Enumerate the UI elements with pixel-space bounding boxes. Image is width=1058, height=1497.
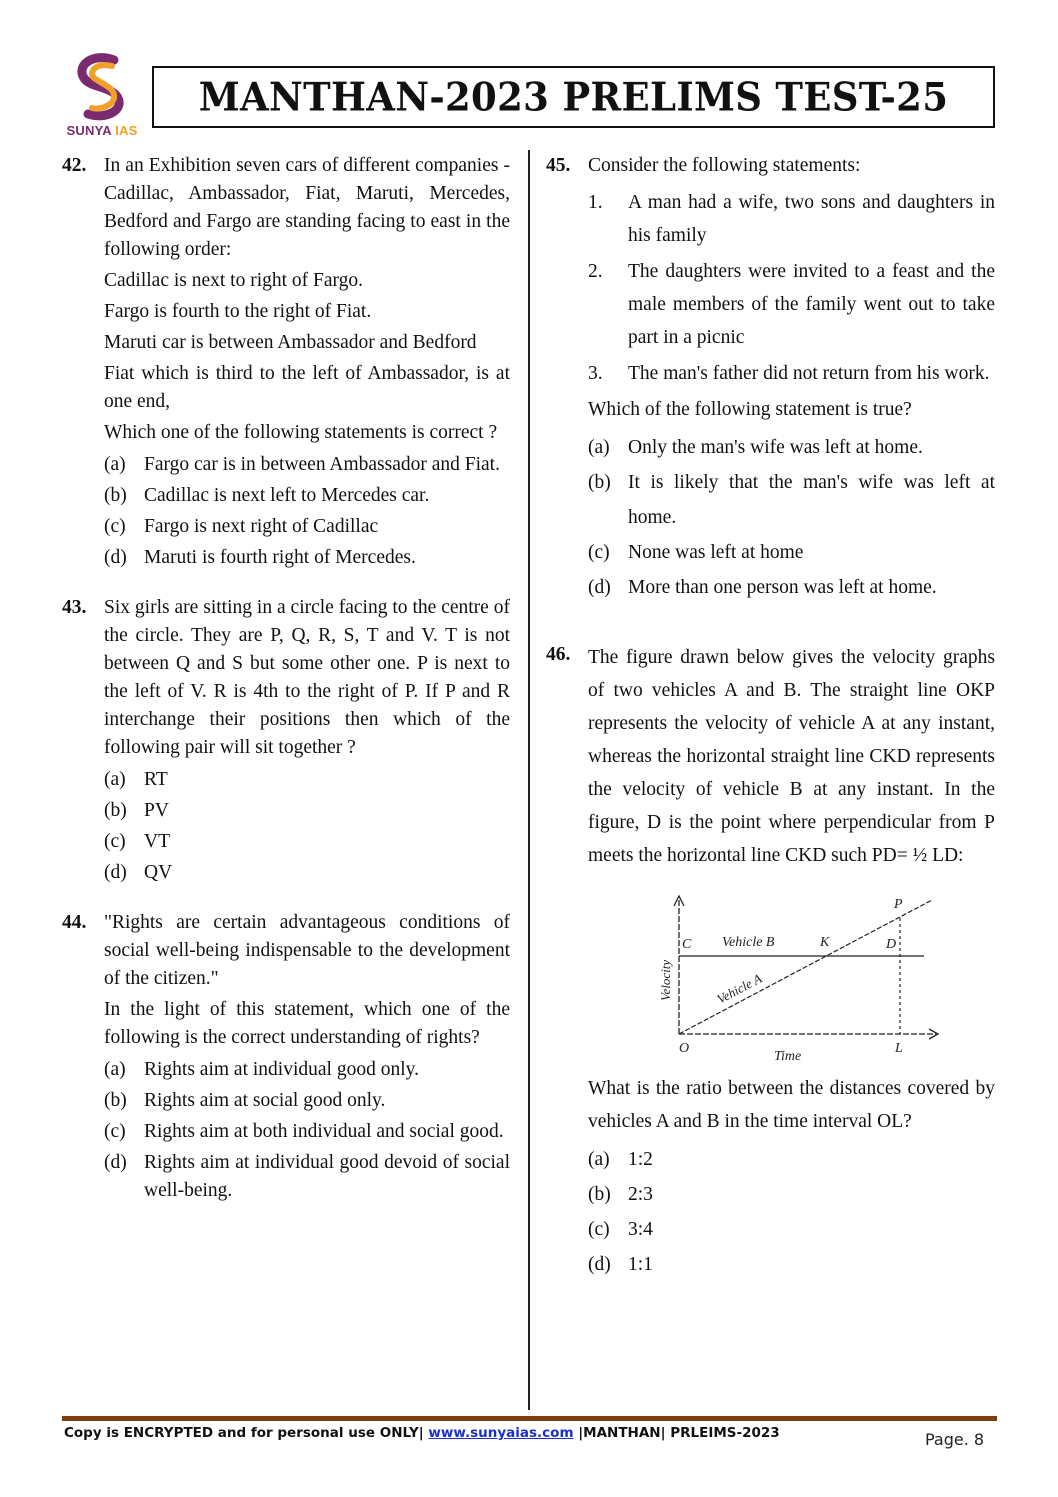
question-42 — [62, 152, 510, 572]
option-a[interactable] — [104, 1056, 510, 1084]
option-label: (b) — [588, 472, 611, 493]
point-d-label: D — [886, 937, 897, 952]
question-number: 46. — [546, 644, 571, 665]
question-text: The figure drawn below gives the velocity graphs of two vehicles A and B. The straight line OKP represents the velocity of vehicle A at any instant, whereas the horizontal straight line CKD represents the velocity of vehicle B at any instant. In the figure, D is the point where perpendicular from P meets the horizontal line CKD such PD= ½ LD: — [588, 647, 995, 866]
option-text: Fargo car is in between Ambassador and Fiat. — [144, 454, 500, 475]
option-text: Rights aim at individual good only. — [144, 1059, 419, 1080]
option-text: None was left at home — [628, 542, 804, 563]
option-label: (c) — [104, 831, 126, 852]
options-list — [104, 1056, 510, 1205]
option-d[interactable] — [104, 1149, 510, 1205]
footer-rule — [62, 1416, 997, 1421]
option-text: Maruti is fourth right of Mercedes. — [144, 547, 416, 568]
option-label: (c) — [104, 1121, 126, 1142]
option-label: (d) — [104, 862, 127, 883]
statement-1 — [588, 186, 995, 252]
question-number: 45. — [546, 155, 571, 176]
question-text: Six girls are sitting in a circle facing to the centre of the circle. They are P, Q, R, S, T and V. T is not between Q and S but some other one. P is next to the left of V. R is 4th to the right of P. If P and R interchange their positions then which of the following pair will sit together ? — [104, 597, 510, 758]
left-column — [62, 152, 510, 1208]
velocity-time-figure — [624, 886, 944, 1066]
option-label: (a) — [104, 454, 126, 475]
statement-3 — [588, 357, 995, 390]
point-c-label: C — [682, 937, 692, 952]
option-c[interactable] — [104, 513, 510, 541]
x-axis-label: Time — [774, 1049, 802, 1064]
option-label: (a) — [104, 1059, 126, 1080]
vehicle-a-label: Vehicle A — [714, 970, 765, 1007]
option-b[interactable] — [104, 482, 510, 510]
option-label: (d) — [104, 547, 127, 568]
option-b[interactable] — [588, 465, 995, 535]
y-axis-label: Velocity — [658, 959, 673, 1001]
question-intro: Consider the following statements: — [588, 155, 861, 176]
sunya-s-logo-icon — [62, 52, 142, 122]
option-text: More than one person was left at home. — [628, 577, 937, 598]
question-text: Cadillac is next to right of Fargo. — [104, 270, 364, 291]
point-o-label: O — [679, 1041, 690, 1056]
page-title: MANTHAN-2023 PRELIMS TEST-25 — [198, 73, 949, 121]
option-label: (a) — [588, 437, 610, 458]
option-c[interactable] — [104, 828, 510, 856]
option-label: (b) — [104, 800, 127, 821]
statement-text: A man had a wife, two sons and daughters in his family — [628, 192, 995, 246]
option-a[interactable] — [104, 451, 510, 479]
option-label: (b) — [588, 1184, 611, 1205]
option-text: Fargo is next right of Cadillac — [144, 516, 379, 537]
option-b[interactable] — [104, 797, 510, 825]
column-divider — [528, 150, 530, 1410]
statement-label: 3. — [588, 363, 603, 384]
option-c[interactable] — [588, 535, 995, 570]
statement-label: 2. — [588, 261, 603, 282]
option-a[interactable] — [588, 1142, 995, 1177]
option-text: RT — [144, 769, 168, 790]
option-text: Rights aim at social good only. — [144, 1090, 386, 1111]
options-list — [588, 1142, 995, 1282]
statement-text: The man's father did not return from his work. — [628, 363, 990, 384]
option-a[interactable] — [104, 766, 510, 794]
option-text: It is likely that the man's wife was left at home. — [628, 472, 995, 528]
question-text: "Rights are certain advantageous conditions of social well-being indispensable to the development of the citizen." — [104, 912, 510, 989]
question-43 — [62, 594, 510, 887]
footer-notice — [64, 1425, 780, 1441]
right-column — [546, 152, 995, 1282]
option-label: (a) — [104, 769, 126, 790]
question-44 — [62, 909, 510, 1205]
option-text: VT — [144, 831, 170, 852]
option-text: QV — [144, 862, 173, 883]
options-list — [104, 451, 510, 572]
logo-brand-primary: SUNYA — [66, 123, 112, 138]
footer-copy-notice: Copy is ENCRYPTED and for personal use ONLY| — [64, 1425, 424, 1441]
option-d[interactable] — [588, 1247, 995, 1282]
option-d[interactable] — [588, 570, 995, 605]
statement-2 — [588, 255, 995, 354]
option-text: 2:3 — [628, 1184, 653, 1205]
option-label: (d) — [588, 1254, 611, 1275]
question-text: Which one of the following statements is correct ? — [104, 422, 498, 443]
logo-wordmark — [62, 123, 142, 138]
velocity-graph — [624, 886, 944, 1066]
question-text: Maruti car is between Ambassador and Bedford — [104, 332, 477, 353]
option-a[interactable] — [588, 430, 995, 465]
statement-text: The daughters were invited to a feast and the male members of the family went out to take part in a picnic — [628, 261, 995, 348]
footer-series: |MANTHAN| PRLEIMS-2023 — [578, 1425, 780, 1441]
question-number: 44. — [62, 912, 87, 933]
question-text: Fargo is fourth to the right of Fiat. — [104, 301, 372, 322]
question-text: Which of the following statement is true? — [588, 399, 912, 420]
question-45 — [546, 152, 995, 605]
question-text: In an Exhibition seven cars of different companies - Cadillac, Ambassador, Fiat, Maruti, Mercedes, Bedford and Fargo are standing facing to east in the following order: — [104, 155, 510, 260]
option-b[interactable] — [588, 1177, 995, 1212]
page-title-box — [152, 66, 995, 128]
point-l-label: L — [895, 1041, 903, 1056]
option-d[interactable] — [104, 544, 510, 572]
option-text: 1:1 — [628, 1254, 653, 1275]
footer-website-link[interactable]: www.sunyaias.com — [428, 1425, 574, 1441]
option-c[interactable] — [104, 1118, 510, 1146]
options-list — [588, 430, 995, 605]
question-46 — [546, 641, 995, 1282]
question-number: 42. — [62, 155, 87, 176]
question-text: Fiat which is third to the left of Ambassador, is at one end, — [104, 363, 510, 412]
statement-label: 1. — [588, 192, 603, 213]
point-p-label: P — [894, 897, 903, 912]
option-label: (b) — [104, 485, 127, 506]
page-number: Page. 8 — [925, 1430, 985, 1449]
question-text: In the light of this statement, which one of the following is the correct understanding of rights? — [104, 999, 510, 1048]
option-text: PV — [144, 800, 169, 821]
option-label: (d) — [588, 577, 611, 598]
vehicle-b-label: Vehicle B — [722, 935, 775, 950]
option-text: 3:4 — [628, 1219, 653, 1240]
option-text: Rights aim at individual good devoid of social well-being. — [144, 1152, 510, 1201]
option-label: (a) — [588, 1149, 610, 1170]
option-label: (c) — [588, 1219, 610, 1240]
point-k-label: K — [820, 935, 830, 950]
option-d[interactable] — [104, 859, 510, 887]
option-text: 1:2 — [628, 1149, 653, 1170]
option-label: (b) — [104, 1090, 127, 1111]
option-label: (c) — [104, 516, 126, 537]
option-c[interactable] — [588, 1212, 995, 1247]
option-text: Rights aim at both individual and social good. — [144, 1121, 504, 1142]
options-list — [104, 766, 510, 887]
question-number: 43. — [62, 597, 87, 618]
option-text: Only the man's wife was left at home. — [628, 437, 923, 458]
logo-brand-secondary: IAS — [115, 123, 138, 138]
question-text: What is the ratio between the distances covered by vehicles A and B in the time interval OL? — [588, 1078, 995, 1132]
option-b[interactable] — [104, 1087, 510, 1115]
option-label: (d) — [104, 1152, 127, 1173]
option-label: (c) — [588, 542, 610, 563]
option-text: Cadillac is next left to Mercedes car. — [144, 485, 430, 506]
